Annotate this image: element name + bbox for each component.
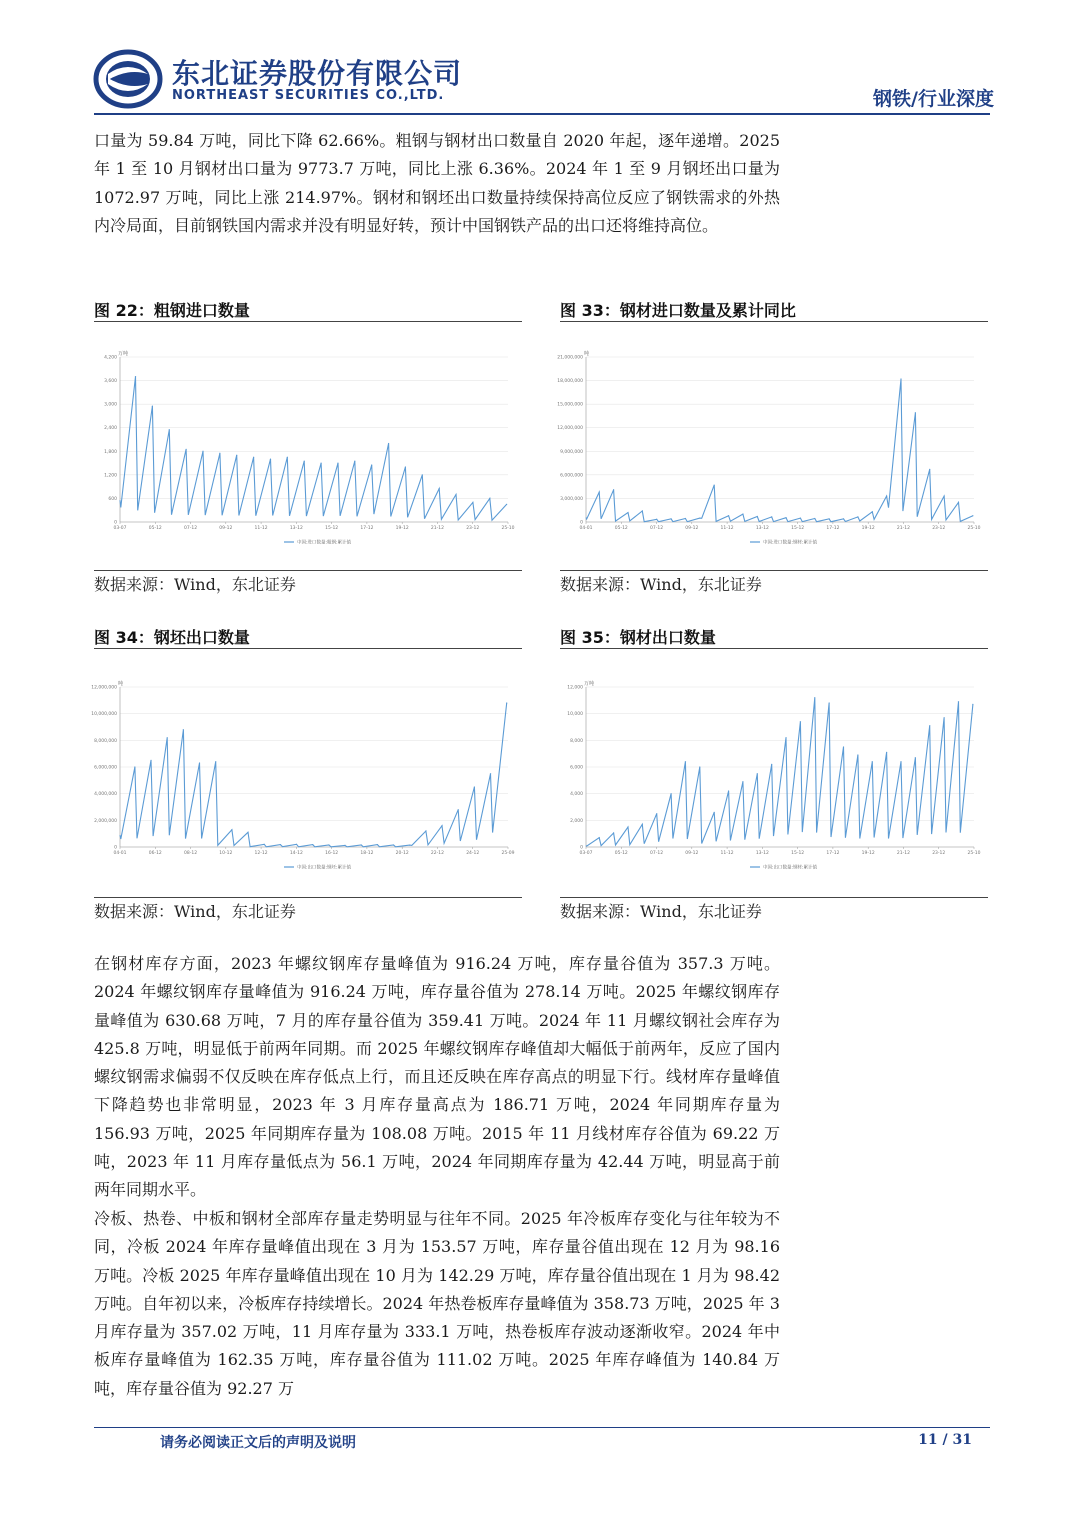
x-tick-label: 22-12 [430, 851, 444, 856]
y-tick-label: 3,600 [104, 379, 117, 385]
data-point [219, 453, 220, 454]
header-divider [94, 113, 990, 115]
data-point [409, 845, 410, 846]
y-tick-label: 3,000,000 [560, 496, 583, 502]
data-point [900, 761, 901, 762]
data-point [944, 717, 945, 718]
x-tick-label: 24-12 [466, 851, 480, 856]
paragraph-export: 口量为 59.84 万吨，同比下降 62.66%。粗钢与钢材出口数量自 2020 年起，逐年递增。2025 年 1 至 10 月钢材出口量为 9773.7 万吨，同比上涨 6.36%。2024 年 1 至 9 月钢坯出口量为 1072.97 万吨，同比上涨 214.97%。钢材和钢坯出口数量持续保持高位反应了钢铁需求的外热内冷局面，目前钢铁国内需求并没有明显好转，预计中国钢铁产品的出口还将维持高位。 [94, 131, 780, 235]
y-tick-label: 4,200 [104, 355, 117, 361]
data-point [439, 488, 440, 489]
data-point [425, 830, 426, 831]
y-tick-label: 2,400 [104, 426, 117, 432]
data-point [829, 518, 830, 519]
figure-22-top-rule [94, 321, 522, 322]
x-tick-label: 15-12 [791, 526, 805, 531]
data-point [785, 517, 786, 518]
x-tick-label: 21-12 [896, 851, 910, 856]
paragraph-plate-inventory: 冷板、热卷、中板和钢材全部库存量走势明显与往年不同。2025 年冷板库存变化与往年较为不同，冷板 2024 年库存量峰值出现在 3 月为 153.57 万吨，库存量谷值出现在 12 月为 98.16 万吨。冷板 2025 年库存量峰值出现在 10 月为 142.29 万吨，库存量谷值出现在 1 月为 98.42 万吨。自年初以来，冷板库存持续增长。2024 年热卷板库存量峰值为 358.73 万吨，2025 年 3 月库存量为 357.02 万吨，11 月库存量为 333.1 万吨，热卷板库存波动逐渐收窄。2024 年中板库存量峰值为 162.35 万吨，库存量谷值为 111.02 万吨。2025 年库存峰值为 140.84 万吨，库存量谷值为 92.27 万 [94, 1209, 780, 1398]
data-point [247, 832, 248, 833]
report-category: 钢铁/行业深度 [873, 88, 994, 110]
y-axis-unit: 吨 [584, 351, 590, 357]
data-point [287, 457, 288, 458]
x-tick-label: 19-12 [395, 526, 409, 531]
data-point [183, 729, 184, 730]
x-tick-label: 03-07 [579, 851, 593, 856]
data-point [771, 516, 772, 517]
data-point [455, 494, 456, 495]
figure-22-chart [94, 345, 522, 550]
data-point [474, 786, 475, 787]
data-point [728, 515, 729, 516]
data-point [599, 492, 600, 493]
data-point [714, 484, 715, 485]
y-tick-label: 15,000,000 [557, 402, 583, 408]
data-point [642, 510, 643, 511]
y-tick-label: 21,000,000 [557, 355, 583, 361]
data-point [405, 466, 406, 467]
y-tick-label: 1,800 [104, 449, 117, 455]
data-point [613, 832, 614, 833]
data-point [872, 761, 873, 762]
x-tick-label: 07-12 [650, 851, 664, 856]
data-point [857, 516, 858, 517]
data-point [296, 844, 297, 845]
y-axis-unit: 万吨 [584, 681, 595, 687]
x-tick-label: 19-12 [861, 526, 875, 531]
data-point [320, 462, 321, 463]
data-point [627, 512, 628, 513]
y-tick-label: 10,000 [567, 712, 583, 718]
data-point [337, 462, 338, 463]
legend-label: 中国:出口数量:钢坯:累计值 [297, 865, 352, 871]
data-point [742, 514, 743, 515]
data-point [236, 455, 237, 456]
data-point [929, 725, 930, 726]
figure-33-bottom-rule [560, 570, 988, 571]
data-point [742, 781, 743, 782]
x-tick-label: 05-12 [614, 526, 628, 531]
data-point [280, 844, 281, 845]
data-point [490, 773, 491, 774]
data-point [231, 829, 232, 830]
data-point [186, 449, 187, 450]
figure-33-chart [557, 345, 988, 550]
y-tick-label: 3,000 [104, 402, 117, 408]
data-point [814, 518, 815, 519]
footer-divider [94, 1427, 990, 1428]
data-point [441, 825, 442, 826]
data-point [656, 519, 657, 520]
data-point [670, 518, 671, 519]
x-tick-label: 25-10 [967, 851, 981, 856]
data-point [371, 464, 372, 465]
x-tick-label: 13-12 [755, 851, 769, 856]
y-tick-label: 18,000,000 [557, 379, 583, 385]
x-tick-label: 04-01 [113, 851, 127, 856]
data-point [388, 443, 389, 444]
data-point [757, 516, 758, 517]
data-point [843, 518, 844, 519]
data-point [757, 773, 758, 774]
y-tick-label: 6,000,000 [94, 765, 117, 771]
y-axis-unit: 万吨 [118, 351, 129, 357]
data-point [900, 378, 901, 379]
figure-22-source: 数据来源：Wind，东北证券 [94, 575, 296, 594]
figure-34-chart [91, 675, 522, 875]
x-tick-label: 14-12 [289, 851, 303, 856]
x-tick-label: 04-01 [579, 526, 593, 531]
data-point [489, 498, 490, 499]
data-point [354, 461, 355, 462]
data-point [829, 702, 830, 703]
y-tick-label: 1,200 [104, 473, 117, 479]
data-point [872, 511, 873, 512]
data-point [377, 844, 378, 845]
y-tick-label: 0 [114, 520, 117, 526]
data-point [929, 469, 930, 470]
figure-33-title: 图 33：钢材进口数量及累计同比 [560, 301, 796, 320]
x-tick-label: 21-12 [430, 526, 444, 531]
figure-33-top-rule [560, 321, 988, 322]
x-tick-label: 11-12 [720, 526, 734, 531]
page-number: 11 / 31 [918, 1432, 972, 1448]
x-tick-label: 03-07 [113, 526, 127, 531]
data-point [886, 495, 887, 496]
data-point [944, 495, 945, 496]
x-tick-label: 25-10 [967, 526, 981, 531]
x-tick-label: 17-12 [360, 526, 374, 531]
y-tick-label: 12,000 [567, 685, 583, 691]
data-point [150, 760, 151, 761]
figure-22-bottom-rule [94, 570, 522, 571]
data-point [958, 701, 959, 702]
figure-33-source: 数据来源：Wind，东北证券 [560, 575, 762, 594]
data-point [972, 515, 973, 516]
data-point [506, 702, 507, 703]
x-tick-label: 09-12 [685, 851, 699, 856]
x-tick-label: 08-12 [184, 851, 198, 856]
company-name-cn: 东北证券股份有限公司 [172, 57, 463, 90]
data-point [785, 737, 786, 738]
data-point [685, 518, 686, 519]
data-point [613, 489, 614, 490]
data-point [304, 461, 305, 462]
data-point [915, 412, 916, 413]
company-name-en: NORTHEAST SECURITIES CO.,LTD. [172, 88, 445, 103]
x-tick-label: 15-12 [791, 851, 805, 856]
y-tick-label: 12,000,000 [91, 685, 117, 691]
y-tick-label: 2,000,000 [94, 818, 117, 824]
data-point [599, 837, 600, 838]
y-tick-label: 10,000,000 [91, 712, 117, 718]
data-point [886, 752, 887, 753]
series-line [586, 379, 973, 522]
data-point [264, 844, 265, 845]
data-point [814, 697, 815, 698]
legend-label: 中国:出口数量:钢材:累计值 [763, 865, 818, 871]
y-tick-label: 0 [114, 845, 117, 851]
data-point [642, 824, 643, 825]
legend-label: 中国:进口数量:粗钢:累计值 [297, 540, 352, 546]
y-tick-label: 9,000,000 [560, 449, 583, 455]
x-tick-label: 23-12 [466, 526, 480, 531]
data-point [685, 761, 686, 762]
x-tick-label: 06-12 [148, 851, 162, 856]
data-point [328, 844, 329, 845]
page-header [0, 0, 1080, 120]
y-tick-label: 0 [580, 520, 583, 526]
y-axis-unit: 吨 [118, 681, 124, 687]
figure-35-top-rule [560, 648, 988, 649]
x-tick-label: 17-12 [826, 526, 840, 531]
data-point [253, 457, 254, 458]
data-point [714, 812, 715, 813]
footer-disclaimer: 请务必阅读正文后的声明及说明 [160, 1435, 356, 1451]
data-point [458, 809, 459, 810]
data-point [800, 517, 801, 518]
figure-35-chart [560, 675, 988, 875]
y-tick-label: 4,000 [570, 792, 583, 798]
y-tick-label: 600 [108, 496, 117, 502]
x-tick-label: 25-09 [501, 851, 515, 856]
data-point [134, 766, 135, 767]
x-tick-label: 21-12 [896, 526, 910, 531]
x-tick-label: 23-12 [932, 526, 946, 531]
data-point [344, 845, 345, 846]
company-logo-icon [94, 50, 162, 108]
data-point [627, 826, 628, 827]
data-point [728, 790, 729, 791]
data-point [135, 376, 136, 377]
data-point [656, 813, 657, 814]
x-tick-label: 19-12 [861, 851, 875, 856]
data-point [958, 502, 959, 503]
legend-label: 中国:进口数量:钢材:累计值 [763, 540, 818, 546]
figure-34-bottom-rule [94, 897, 522, 898]
data-point [699, 517, 700, 518]
x-tick-label: 07-12 [184, 526, 198, 531]
data-point [215, 761, 216, 762]
data-point [393, 844, 394, 845]
x-tick-label: 13-12 [289, 526, 303, 531]
data-point [472, 502, 473, 503]
y-tick-label: 0 [580, 845, 583, 851]
y-tick-label: 8,000,000 [94, 738, 117, 744]
x-tick-label: 13-12 [755, 526, 769, 531]
data-point [422, 474, 423, 475]
data-point [167, 737, 168, 738]
figure-35-title: 图 35：钢材出口数量 [560, 628, 716, 647]
x-tick-label: 05-12 [614, 851, 628, 856]
data-point [312, 844, 313, 845]
series-line [120, 703, 507, 847]
data-point [915, 757, 916, 758]
x-tick-label: 12-12 [254, 851, 268, 856]
data-point [699, 766, 700, 767]
figure-34-top-rule [94, 648, 522, 649]
data-point [506, 504, 507, 505]
x-tick-label: 18-12 [360, 851, 374, 856]
series-line [586, 698, 973, 846]
data-point [857, 754, 858, 755]
x-tick-label: 09-12 [219, 526, 233, 531]
x-tick-label: 05-12 [148, 526, 162, 531]
data-point [199, 762, 200, 763]
y-tick-label: 12,000,000 [557, 426, 583, 432]
figure-22-title: 图 22：粗钢进口数量 [94, 301, 250, 320]
y-tick-label: 2,000 [570, 818, 583, 824]
x-tick-label: 09-12 [685, 526, 699, 531]
figure-34-title: 图 34：钢坯出口数量 [94, 628, 250, 647]
data-point [152, 406, 153, 407]
data-point [771, 764, 772, 765]
x-tick-label: 10-12 [219, 851, 233, 856]
x-tick-label: 11-12 [254, 526, 268, 531]
x-tick-label: 17-12 [826, 851, 840, 856]
data-point [972, 704, 973, 705]
data-point [202, 451, 203, 452]
y-tick-label: 4,000,000 [94, 792, 117, 798]
data-point [270, 459, 271, 460]
x-tick-label: 20-12 [395, 851, 409, 856]
figure-35-source: 数据来源：Wind，东北证券 [560, 902, 762, 921]
y-tick-label: 8,000 [570, 738, 583, 744]
y-tick-label: 6,000,000 [560, 473, 583, 479]
x-tick-label: 16-12 [325, 851, 339, 856]
x-tick-label: 15-12 [325, 526, 339, 531]
figure-35-bottom-rule [560, 897, 988, 898]
data-point [843, 746, 844, 747]
data-point [670, 793, 671, 794]
paragraph-steel-inventory: 在钢材库存方面，2023 年螺纹钢库存量峰值为 916.24 万吨，库存量谷值为 357.3 万吨。2024 年螺纹钢库存量峰值为 916.24 万吨，库存量谷值为 278.14 万吨。2025 年螺纹钢库存量峰值为 630.68 万吨，7 月的库存量谷值为 359.41 万吨。2024 年 11 月螺纹钢社会库存为 425.8 万吨，明显低于前两年同期。而 2025 年螺纹钢库存峰值却大幅低于前两年，反应了国内螺纹钢需求偏弱不仅反映在库存低点上行，而且还反映在库存高点的明显下行。线材库存量峰值下降趋势也非常明显，2023 年 3 月库存量高点为 186.71 万吨，2024 年同期库存量为 156.93 万吨，2025 年同期库存量为 108.08 万吨。2015 年 11 月线材库存谷值为 69.22 万吨，2023 年 11 月库存量低点为 56.1 万吨，2024 年同期库存量为 42.44 万吨，明显高于前两年同期水平。 [94, 954, 780, 1200]
x-tick-label: 07-12 [650, 526, 664, 531]
data-point [169, 429, 170, 430]
x-tick-label: 23-12 [932, 851, 946, 856]
x-tick-label: 25-10 [501, 526, 515, 531]
data-point [361, 844, 362, 845]
y-tick-label: 6,000 [570, 765, 583, 771]
x-tick-label: 11-12 [720, 851, 734, 856]
data-point [800, 721, 801, 722]
figure-34-source: 数据来源：Wind，东北证券 [94, 902, 296, 921]
